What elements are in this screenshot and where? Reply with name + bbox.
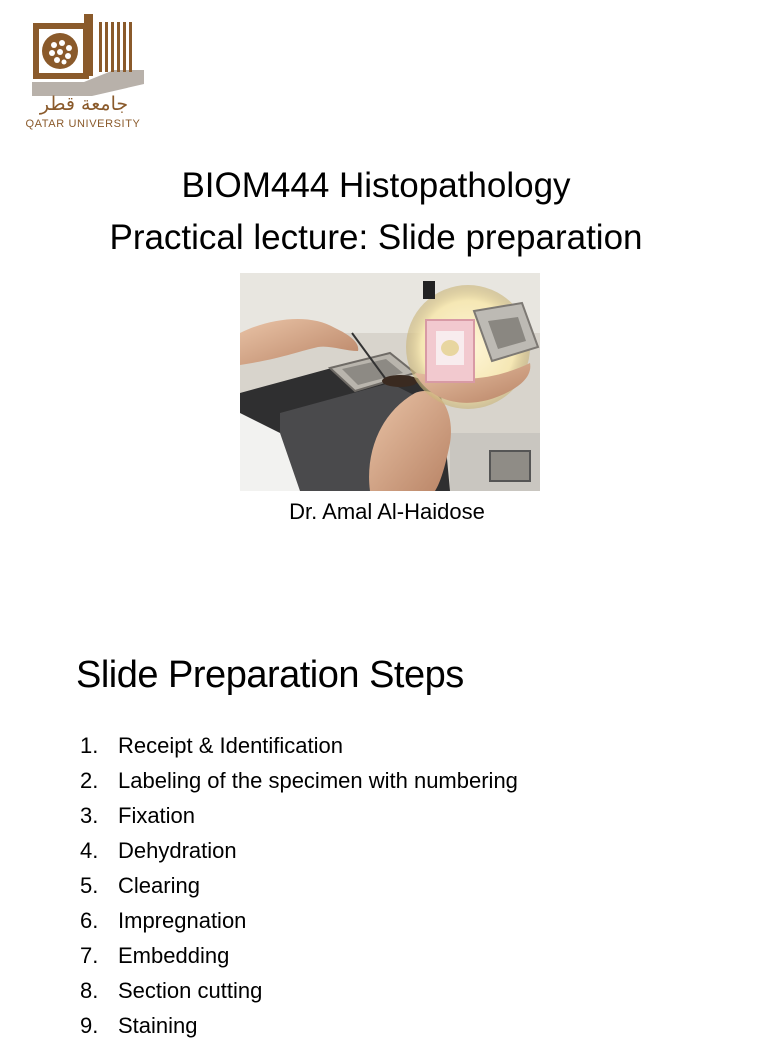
steps-list xyxy=(80,728,518,1043)
step-text: Labeling of the specimen with numbering xyxy=(118,768,518,793)
step-number: 9. xyxy=(80,1013,99,1038)
histology-embedding-photo-icon xyxy=(240,273,540,491)
list-item xyxy=(80,938,518,973)
slide-title xyxy=(0,160,752,264)
step-number: 1. xyxy=(80,733,99,758)
svg-text:QATAR UNIVERSITY: QATAR UNIVERSITY xyxy=(25,118,141,130)
list-item xyxy=(80,798,518,833)
list-item xyxy=(80,903,518,938)
step-text: Receipt & Identification xyxy=(118,733,344,758)
steps-slide xyxy=(0,570,768,1038)
author-name: Dr. Amal Al-Haidose xyxy=(289,499,485,524)
list-item xyxy=(80,973,518,1008)
step-number: 6. xyxy=(80,908,99,933)
university-emblem-icon xyxy=(14,10,154,132)
step-text: Section cutting xyxy=(118,978,263,1003)
step-text: Impregnation xyxy=(118,908,247,933)
step-text: Clearing xyxy=(118,873,200,898)
title-line-topic: Practical lecture: Slide preparation xyxy=(109,218,643,257)
qatar-university-logo xyxy=(14,10,154,132)
step-number: 7. xyxy=(80,943,99,968)
list-item xyxy=(80,868,518,903)
step-number: 5. xyxy=(80,873,99,898)
list-item xyxy=(80,1008,518,1043)
step-number: 3. xyxy=(80,803,99,828)
step-text: Staining xyxy=(118,1013,198,1038)
step-text: Fixation xyxy=(118,803,196,828)
step-number: 4. xyxy=(80,838,99,863)
step-text: Dehydration xyxy=(118,838,237,863)
list-item xyxy=(80,728,518,763)
steps-title: Slide Preparation Steps xyxy=(76,654,464,696)
title-line-course: BIOM444 Histopathology xyxy=(181,166,571,205)
list-item xyxy=(80,763,518,798)
svg-text:جامعة قطر: جامعة قطر xyxy=(39,93,129,115)
step-number: 2. xyxy=(80,768,99,793)
lab-photo xyxy=(240,273,540,491)
step-text: Embedding xyxy=(118,943,230,968)
step-number: 8. xyxy=(80,978,99,1003)
list-item xyxy=(80,833,518,868)
